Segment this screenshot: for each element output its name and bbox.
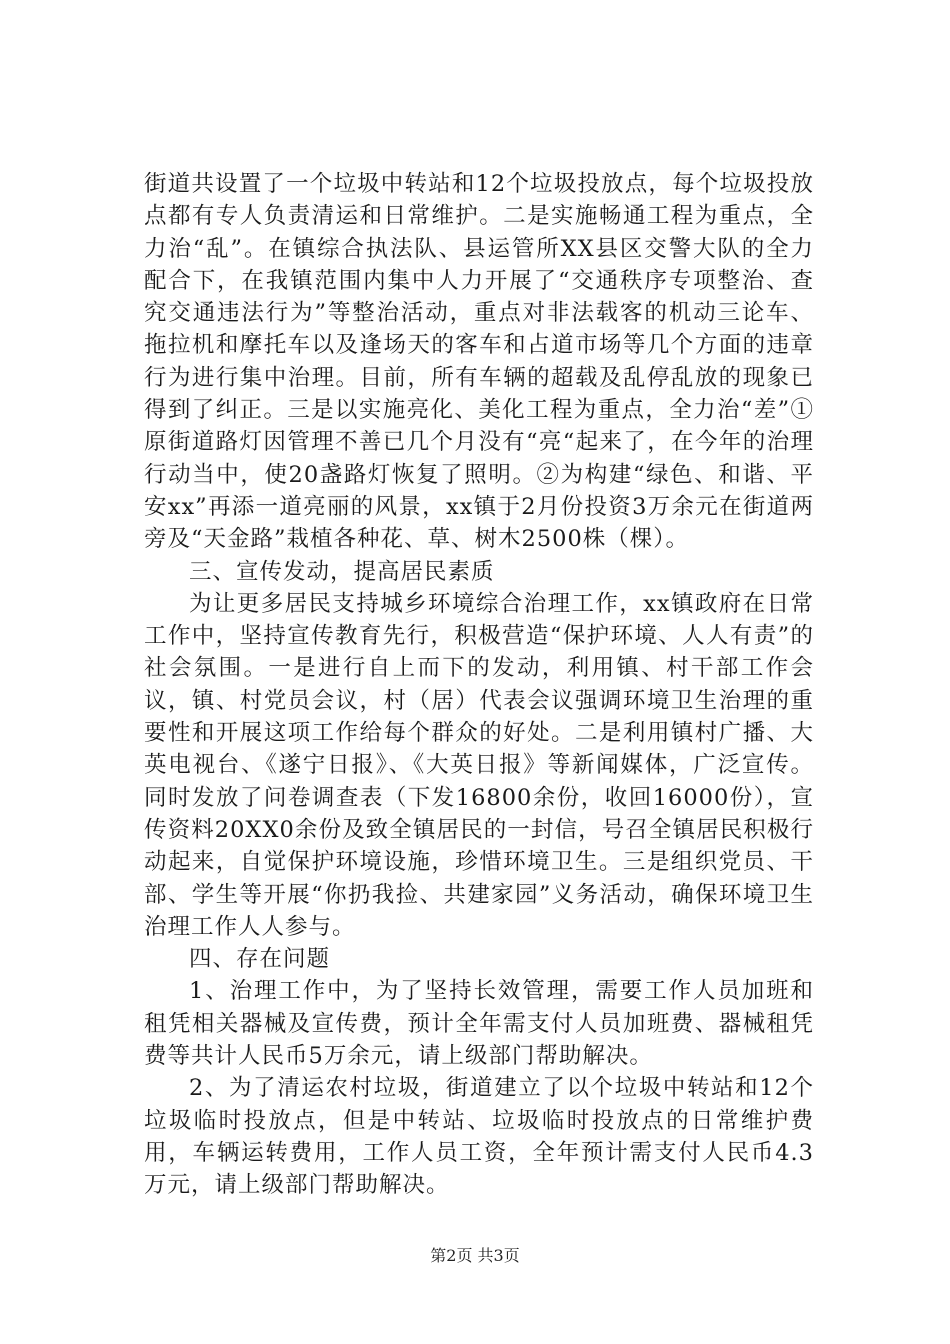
document-body — [144, 168, 814, 1202]
paragraph-publicity: 为让更多居民支持城乡环境综合治理工作，xx镇政府在日常工作中，坚持宣传教育先行，积极营造“保护环境、人人有责”的社会氛围。一是进行自上而下的发动，利用镇、村干部工作会议，镇、村党员会议，村（居）代表会议强调环境卫生治理的重要性和开展这项工作给每个群众的好处。二是利用镇村广播、大英电视台、《遂宁日报》、《大英日报》等新闻媒体，广泛宣传。同时发放了问卷调查表（下发16800余份，收回16000份），宣传资料20XX0余份及致全镇居民的一封信，号召全镇居民积极行动起来，自觉保护环境设施，珍惜环境卫生。三是组织党员、干部、学生等开展“你扔我捡、共建家园”义务活动，确保环境卫生治理工作人人参与。 — [144, 590, 814, 940]
paragraph-problem-2: 2、为了清运农村垃圾，街道建立了以个垃圾中转站和12个垃圾临时投放点，但是中转站、垃圾临时投放点的日常维护费用，车辆运转费用，工作人员工资，全年预计需支付人民币4.3万元，请上级部门帮助解决。 — [144, 1075, 814, 1199]
heading-problems: 四、存在问题 — [189, 946, 331, 973]
page-number-footer: 第2页 共3页 — [430, 1246, 520, 1265]
paragraph-problem-1: 1、治理工作中，为了坚持长效管理，需要工作人员加班和租凭相关器械及宣传费，预计全年需支付人员加班费、器械租凭费等共计人民币5万余元，请上级部门帮助解决。 — [144, 978, 814, 1070]
paragraph-street-facilities: 街道共设置了一个垃圾中转站和12个垃圾投放点，每个垃圾投放点都有专人负责清运和日常维护。二是实施畅通工程为重点，全力治“乱”。在镇综合执法队、县运管所XX县区交警大队的全力配合下，在我镇范围内集中人力开展了“交通秩序专项整治、查究交通违法行为”等整治活动，重点对非法载客的机动三论车、拖拉机和摩托车以及逢场天的客车和占道市场等几个方面的违章行为进行集中治理。目前，所有车辆的超载及乱停乱放的现象已得到了纠正。三是以实施亮化、美化工程为重点，全力治“差”①原街道路灯因管理不善已几个月没有“亮“起来了，在今年的治理行动当中，使20盏路灯恢复了照明。②为构建“绿色、和谐、平安xx”再添一道亮丽的风景，xx镇于2月份投资3万余元在街道两旁及“天金路”栽植各种花、草、树木2500株（棵）。 — [144, 171, 814, 553]
heading-publicity: 三、宣传发动，提高居民素质 — [189, 558, 495, 585]
